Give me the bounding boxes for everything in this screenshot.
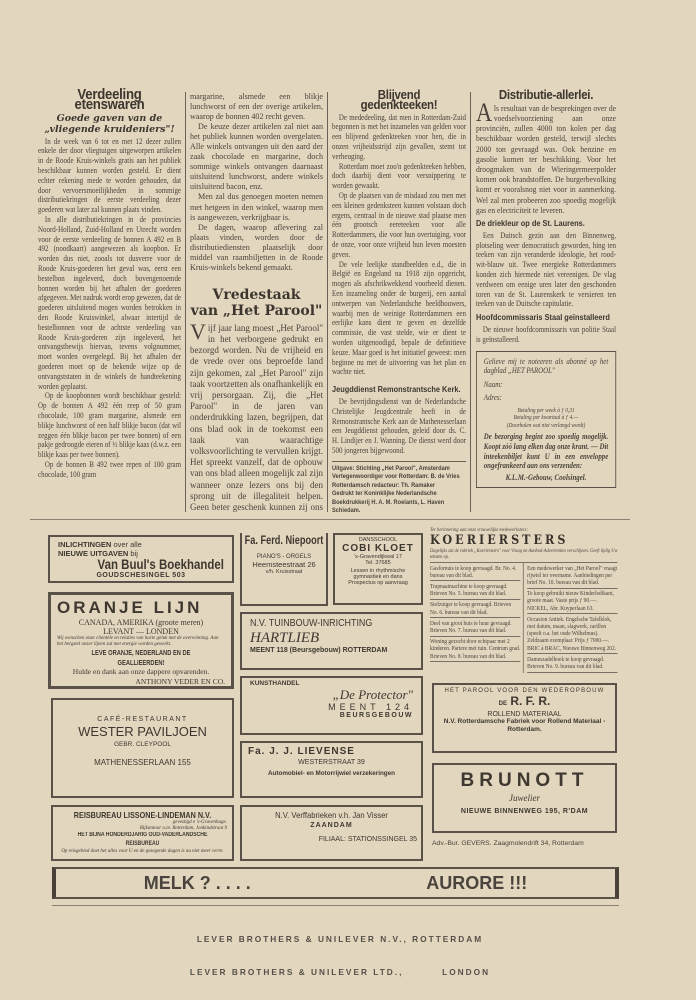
ad-name: Fa. J. J. LIEVENSE — [248, 746, 355, 757]
rate-quarter-option[interactable]: Betaling per kwartaal à ƒ 4.— — [513, 414, 579, 422]
classified-ad: Woning gezocht door echtpaar met 2 kinderen. Partere met tuin. Centrum grad. Brieven No. 8. bureau van dit blad. — [430, 637, 520, 663]
article-body — [332, 113, 466, 516]
classified-ad: Een medewerker van „Het Parool" vraagt rijwiel ter overname. Aanbiedingen per brief No. 10. bureau van dit blad. — [527, 563, 617, 589]
ad-text: v/h. Kruisstraat — [265, 569, 303, 575]
classified-ad: Trapnaaimachine te koop gevraagd. Brieven No. 5. bureau van dit blad. — [430, 581, 520, 599]
ad-text: N.V. TUINBOUW-INRICHTING — [250, 617, 373, 629]
ad-lissone-lindeman — [51, 805, 234, 861]
ad-text: Ter herinnering aan onze vrouwelijke medewerksters: — [430, 527, 528, 533]
subscription-address: K.L.M.-Gebouw, Coolsingel. — [505, 472, 587, 482]
ad-text: HET PAROOL VOOR DEN WEDEROPBOUW — [444, 688, 605, 694]
lever-brothers — [40, 912, 640, 989]
ad-text: PIANO'S - ORGELS — [256, 554, 312, 560]
paragraph: De bevrijdingsdienst van de Nederlandsche Christelijke Jeugdcentrale heeft in de Remonstrantsche Kerk aan de Mathenesserlaan een Jeugddienst gehouden, geleid door ds. C. H. Lindijer en J. Wanning. De dienst werd door 500 jongeren bijgewoond. — [332, 396, 467, 455]
drop-cap: V — [190, 318, 206, 344]
ad-text: Automobiel- en Motorrijwiel verzekeringen — [267, 770, 395, 777]
paragraph: De nieuwe hoofdcommissaris van politie Staal is geïnstalleerd. — [476, 325, 617, 344]
paragraph: ijf jaar lang moest „Het Parool" in het verborgene gedrukt en bezorgd worden. Nu de vrijheid en de vrede over ons beproefde land zijn gekomen, zal „Het Parool" zijn taak voortzetten als onafhankelijk en vrij persorgaan. Zij, die „Het Parool" in de jaren van onderdrukking lazen, begrijpen, dat ons blad ook in de toekomst een taak van waarachtige volksvoorlichting te vervullen krijgt. Het spreekt vanzelf, dat de opbouw van ons blad alleen mogelijk zal zijn wanneer onze lezers ons bij den sprong uit de illegaliteit helpen. Geen beter geschenk kunnen zij ons — [190, 322, 323, 512]
ad-rfr — [432, 683, 617, 753]
ad-address: FILIAAL: STATIONSSINGEL 35 — [318, 836, 417, 843]
rule — [52, 905, 619, 906]
headline-jeugddienst: Jeugddienst Remonstrantsche Kerk. — [332, 384, 461, 395]
ad-company: ANTHONY VEDER EN CO. — [135, 676, 225, 686]
ad-text: Lessen in rhythmische gymnastiek en dans — [350, 568, 406, 580]
ad-text: Hulde en dank aan onze dappere opvarenden. — [72, 667, 210, 676]
ad-brand: AURORE !!! — [426, 872, 528, 893]
ad-name: KOERIERSTERS — [430, 533, 569, 548]
ad-text: KUNSTHANDEL — [250, 680, 300, 687]
strike-note: (Doorhalen wat niet verlangd wordt) — [506, 421, 586, 429]
ad-text: GEBR. CLEYPOOL — [113, 741, 172, 748]
headline: Blijvend gedenkteeken! — [360, 87, 438, 112]
ad-text: over alle — [113, 540, 142, 549]
ad-van-buul — [48, 535, 234, 583]
ad-slogan: HET BIJNA HONDERDJARIG OUD-VADERLANDSCHE REISBUREAU — [77, 832, 208, 847]
ad-text: Op reisgebied doet het alles voor U en de gezegende dagen is nu niet meer verre. — [61, 849, 224, 854]
article-body — [476, 97, 617, 489]
ad-name: COBI KLOET — [342, 543, 414, 554]
ad-address: MATHENESSERLAAN 155 — [94, 758, 191, 767]
paragraph: Op de plaatsen van de misdaad zou men met een kleinen gedenksteen kunnen volstaan doch ergens, centraal in de nieuwe stad plaatse men één grootsch eereteeken voor alle Rotterdammers, die voor hun overtuiging, voor de onze, voor onze vrijheid hun leven moesten geven. — [332, 190, 467, 259]
ad-text: Wij wenschen onze clientèle en relaties van harte geluk met de overwinning. Aan het hergstel onzer lijnen zal met energie worden gewerkt. — [57, 636, 219, 647]
article-body — [38, 137, 181, 480]
fold-rule — [30, 519, 630, 520]
ad-koeriersters — [430, 527, 618, 673]
article-distributie — [476, 87, 617, 488]
ad-address: GOUDSCHESINGEL 503 — [96, 572, 186, 579]
ad-name: Fa. Ferd. Niepoort — [244, 535, 324, 547]
classified-ad: Deel van groot huis te huur gevraagd. Brieven No. 7. bureau van dit blad. — [430, 618, 520, 636]
paragraph: De mededeeling, dat men in Rotterdam-Zuid begonnen is met het inzamelen van gelden voor een blijvend gedenkteeken voor hen, die in onzen vrijheidsstrijd zijn gevallen, stemt tot verheuging. — [332, 112, 467, 161]
paragraph: De dagen, waarop aflevering zal plaats vinden, worden door de distributiediensten plaatselijk door middel van raambiljetten in de Roode Kruis-winkels bekend gemaakt. — [190, 222, 323, 272]
lever-line: LEVER BROTHERS & UNILEVER N.V., ROTTERDAM — [196, 934, 484, 944]
paragraph: De vele leelijke standbeelden e.d., die in België en Engeland na 1918 zijn opgericht, mogen als afschrikwekkend voorbeeld dienen. Een inzameling onder de burgerij, een aantal ontwerpen van Nederlandsche beeldhouwers, waarbij men de weinige Rotterdammers een eerlijke kans dient te geven en dezelfde commissie, die vast stelde, wie er dient te worden uitgenoodigd, bepale de definitieve keuze. Maar goed is het initiatief geweest: men beginne nu met de uitvoering van het plan en wachte niet. — [332, 259, 467, 377]
ad-aurore — [52, 867, 619, 899]
headline-staal: Hoofdcommissaris Staal geïnstalleerd — [476, 312, 610, 323]
headline: Verdeeling etenswaren — [74, 86, 145, 113]
ad-text: DANSSCHOOL — [358, 537, 398, 543]
ad-name: „De Protector" — [332, 687, 413, 702]
classified-ad: Dameszadelboek te koop gevraagd. Brieven No. 9. bureau van dit blad. — [527, 654, 617, 672]
ad-wester-paviljoen — [51, 698, 234, 798]
headline-line: van „Het Parool" — [190, 302, 323, 319]
subscription-intro: Gelieve mij te noteeren als abonné op het dagblad „HET PAROOL" — [483, 356, 609, 376]
ad-name: BRUNOTT — [460, 770, 589, 791]
ad-text: DE — [498, 701, 507, 707]
article-column-2 — [190, 92, 323, 512]
colophon-line: Uitgave: Stichting „Het Parool", Amsterdam — [332, 464, 450, 472]
ad-text: bij — [130, 549, 138, 558]
ad-name: ORANJE LIJN — [57, 598, 203, 617]
ad-text: CAFÉ-RESTAURANT — [97, 716, 188, 723]
classified-ad: Te koop gebruikt nieuw Kinderledikant, groote maat. Vaste prijs ƒ 90.—. NICKEL, Abr. Kuyperlaan 63. — [527, 589, 617, 615]
paragraph: Rotterdam moet zoo'n gedenkteeken hebben, doch daarbij dient voor versnippering te worden gewaakt. — [332, 161, 467, 191]
paragraph: In alle distributiekringen in de provincies Noord-Holland, Zuid-Holland en Utrecht worden voor de eerste verdeeling de bonnen A 492 en B 492 (noodkaart) aangewezen als koopbon. Er worden dus niet, zooals tot dusverre voor de Roode Kruis-goederen het geval was, eerst een bestelbon ingeleverd, doch bovengenoemde bonnen worden bij het afhalen der goederen afgegeven. Met nadruk wordt erop gewezen, dat de goederen uitsluitend mogen worden betrokken in den Roode Kruiswinkel, alwaar intertijd de bestelbonnen voor de achtste verdeeling van Roode Kruis-goederen zijn ingeleverd, het ontvangstbewijs hiervan, tevens volgnummer, moet worden overgelegd. Bij het afhalen der goederen moet op de bekende wijze op de ontvangststaten in de winkels de handteekening worden geplaatst. — [38, 214, 182, 391]
lever-line: LEVER BROTHERS & UNILEVER LTD., LONDON — [189, 967, 491, 977]
subscription-note: De bezorging begint zoo spoedig mogelijk. Koopt zóó lang elken dag onze krant. — Dit inteekenbiljet kunt U in een enveloppe ongefrankeerd aan ons verzenden: — [483, 432, 609, 471]
ad-address: Heemsteestraat 26 — [252, 560, 316, 569]
ad-company: N.V. Rotterdamsche Fabriek voor Rollend Materiaal - Rotterdam. — [443, 718, 606, 733]
drop-cap: A — [476, 97, 493, 127]
ad-address: MEENT 124 — [328, 702, 413, 712]
paragraph: In de week van 6 tot en met 12 dezer zullen enkele der door vliegtuigen uitgeworpen artikelen in de Roode Kruis-winkels gratis aan het publiek beschikbaar kunnen worden gesteld. Er dient echter rekening mede te worden gehouden, dat door vervoersmoeilijkheden in sommige distributiekringen de eerste verdeeling dezer goederen wat later zal kunnen plaats vinden. — [38, 136, 182, 215]
classified-ad: Stofzuiger te koop gevraagd. Brieven No. 6. bureau van dit blad. — [430, 600, 520, 618]
subheadline: Goede gaven van de „vliegende kruideniers"! — [44, 112, 175, 135]
ad-text: Bijkantoor o.m. Rotterdam, Jonkindstraat 9 — [139, 825, 227, 831]
ad-phone: Tel. 37685 — [365, 560, 391, 566]
column-rule — [327, 92, 328, 512]
ad-jan-visser — [240, 805, 423, 861]
ad-text: gevestigd e 's-Gravenhage. — [172, 820, 227, 825]
ad-agency-credit: Adv.-Bur. GEVERS. Zaagmolendrift 34, Rotterdam — [432, 840, 584, 847]
paragraph: De keuze dezer artikelen zal niet aan het publiek kunnen worden overgelaten. Alle winkels ontvangen uit den aard der zaak chocolade en margarine, doch sommige winkels ontvangen daarnaast uitsluitend lunchworst, andere winkels uitsluitend bacon, enz. — [190, 122, 323, 192]
colophon-line: Rotterdamsch redacteur: Th. Ramaker — [332, 481, 436, 489]
column-rule — [470, 92, 471, 512]
headline-driekleur: De driekleur op de St. Laurens. — [476, 218, 585, 229]
ad-text: ROLLEND MATERIAAL — [487, 711, 562, 718]
ad-name: R. F. R. — [510, 694, 551, 708]
ad-oranje-lijn — [48, 592, 234, 689]
ad-text: Juwelier — [509, 793, 540, 803]
ad-address: WESTERSTRAAT 39 — [298, 759, 365, 766]
rate-week-option[interactable]: Betaling per week à ƒ 0,31 — [517, 406, 575, 414]
headline: Distributie-allerlei. — [498, 87, 594, 102]
ad-text: Prospectus op aanvraag — [348, 580, 408, 586]
classified-ad: Occasion Antiek. Engelsche Tafelklok, met datum, maan, slagwerk, carillon (speelt o.a. het oude Wilhelmus). Zeldzaam exemplaar. Prijs ƒ 7000.—. BRIC à BRAC, Nieuwe Binnenweg 202. — [527, 614, 617, 654]
ad-text: NIEUWE UITGAVEN — [58, 549, 129, 558]
colophon — [332, 461, 466, 516]
ad-niepoort — [240, 533, 328, 606]
ad-name: N.V. Verffabrieken v.h. Jan Visser — [275, 810, 388, 820]
subscription-form[interactable] — [476, 351, 616, 489]
paragraph: Een Duitsch gezin aan den Binnenweg, plotseling weer democratisch geworden, hing ten teeken van zijn veranderde ideologie, het rood-wit-blauw uit. Twee energieke Rotterdammers konden zich hiermede niet vereenigen. De vlag verdween om eenige uren later den geschonden toren van de St. Laurenskerk te versieren ten teeken van de Duitsche capitulatie. — [476, 230, 617, 309]
ad-text: INLICHTINGEN — [58, 540, 112, 549]
ad-slogan: MELK ? . . . . — [143, 872, 251, 893]
ad-text: BEURSGEBOUW — [339, 712, 413, 719]
ad-slogan: LEVE ORANJE, NEDERLAND EN DE GEALLIEERDEN! — [91, 648, 191, 667]
ad-address: NIEUWE BINNENWEG 195, R'DAM — [460, 808, 589, 815]
paragraph: ls resultaat van de besprekingen over de voedselvoorziening aan onze provinciën, zullen 4000 ton kolen per dag beschikbaar worden gesteld, terwijl slechts 2000 ton gevraagd was. Ook benzine en gasolie komen ter beschikking. Voor het droogmaken van de Wieringermeerpolder komen ook brandstoffen. De burgerbevolking komt er vooralsnog niet voor in aanmerking. Wel zal men probeeren zoo spoedig mogelijk gas en electriciteit te leveren. — [476, 102, 617, 215]
paragraph: Op de koopbonnen wordt beschikbaar gesteld: Op de bonnen A 492 één reep of 50 gram chocolade, 100 gram margarine, alsmede een blikje lunchworst of een half blikje bacon (dat wil zeggen één blikje bacon per twee bonnen) of een pakje gedroogde eieren of ½ blikje kaas (d.w.z. een blikje kaas per twee bonnen). — [38, 391, 182, 460]
ad-cobi-kloet — [333, 533, 423, 605]
ad-address: 's-Gravendijkwal 17 — [354, 554, 402, 560]
headline-line: Vredestaak — [212, 286, 301, 303]
ad-brunott — [432, 763, 617, 833]
ad-address: MEENT 118 (Beursgebouw) ROTTERDAM — [250, 647, 388, 654]
ad-name: HARTLIEB — [250, 630, 320, 646]
article-verdeeling — [38, 86, 182, 479]
paragraph: Men zal dus genoegen moeten nemen met hetgeen in den winkel, waarop men is aangewezen, verkrijgbaar is. — [190, 192, 323, 222]
paragraph: margarine, alsmede een blikje lunchworst of een der overige artikelen, waarop de bonnen 402 recht geven. — [190, 92, 323, 122]
ad-name: Van Buul's Boekhandel — [97, 557, 224, 572]
ad-text: Dagelijks zal de rubriek „Koeriersters" voor Vraag en Aanbod-Advertenties verschijnen. Geeft tijdig Uw teksten op. — [430, 548, 618, 560]
address-field[interactable]: Adres: — [483, 393, 502, 403]
colophon-line: Vertegenwoordiger voor Rotterdam: B. de Vries — [332, 473, 460, 481]
ad-text: CANADA, AMERIKA (groote meren) — [78, 618, 204, 627]
ad-hartlieb — [240, 612, 423, 670]
ad-name: WESTER PAVILJOEN — [78, 724, 207, 739]
paragraph: Op de bonnen B 492 twee repen of 100 gram chocolade, 100 gram — [38, 459, 182, 479]
column-rule — [185, 92, 186, 512]
ad-name: REISBUREAU LISSONE-LINDEMAN N.V. — [73, 810, 212, 820]
colophon-line: Gedrukt ter Koninklijke Nederlandsche Boekdrukkerij H. A. M. Roelants, L. Haven Schiedam. — [332, 490, 445, 515]
article-gedenkteeken — [332, 87, 467, 516]
ad-de-protector — [240, 676, 423, 735]
name-field[interactable]: Naam: — [483, 379, 503, 389]
ad-lievense — [240, 741, 423, 798]
classified-ad: Gasfornuis te koop gevraagd. Br. No. 4. bureau van dit blad. — [430, 563, 520, 581]
ad-text: LEVANT — LONDEN — [103, 627, 179, 636]
headline-vredestaak — [190, 287, 323, 319]
ad-text: ZAANDAM — [310, 822, 353, 829]
